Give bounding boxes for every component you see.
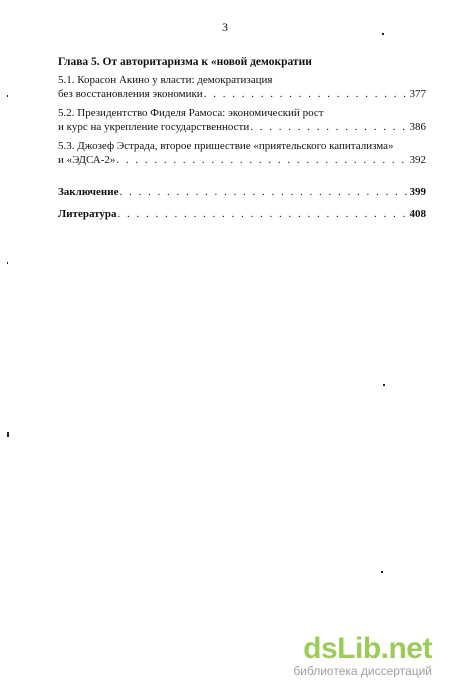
toc-entry-title-continued: без восстановления экономики: [58, 88, 203, 100]
toc-entry-title: Литература: [58, 208, 117, 220]
dot-leader: [249, 120, 409, 134]
toc-entry-page: 386: [409, 121, 426, 133]
toc-entry-title: 5.1. Корасон Акино у власти: демократизация: [58, 74, 273, 86]
toc-entry-title: Заключение: [58, 186, 119, 198]
toc-entry-5-3[interactable]: [58, 139, 426, 167]
dot-leader: [117, 207, 410, 221]
scan-speck: [7, 432, 9, 437]
scan-speck: [381, 571, 383, 573]
dslib-logo: dsLib.net: [303, 632, 432, 665]
scan-speck: [383, 384, 385, 386]
toc-entry-page: 399: [409, 186, 426, 198]
toc-entry-5-2[interactable]: [58, 106, 426, 134]
watermark: [293, 634, 432, 678]
toc-entry-literature[interactable]: [58, 207, 426, 221]
dslib-tagline: библиотека диссертаций: [293, 664, 432, 678]
scan-speck: [7, 262, 8, 264]
toc-entry-title: 5.2. Президентство Фиделя Рамоса: экономический рост: [58, 107, 324, 119]
toc-entry-page: 377: [409, 88, 426, 100]
dot-leader: [115, 153, 409, 167]
toc-entry-title-continued: и курс на укрепление государственности: [58, 121, 250, 133]
toc-entry-conclusion[interactable]: [58, 185, 426, 199]
toc-entry-page: 408: [409, 208, 426, 220]
scan-speck: [7, 95, 8, 97]
toc-entry-title: 5.3. Джозеф Эстрада, второе пришествие «приятельского капитализма»: [58, 140, 394, 152]
toc-entry-title-continued: и «ЭДСА-2»: [58, 154, 116, 166]
chapter-heading: Глава 5. От авторитаризма к «новой демократии: [58, 56, 312, 68]
toc-entry-5-1[interactable]: [58, 73, 426, 101]
toc-entry-page: 392: [409, 154, 426, 166]
scan-speck: [382, 33, 384, 35]
dot-leader: [118, 185, 409, 199]
page-number: 3: [222, 20, 228, 34]
dot-leader: [203, 87, 410, 101]
